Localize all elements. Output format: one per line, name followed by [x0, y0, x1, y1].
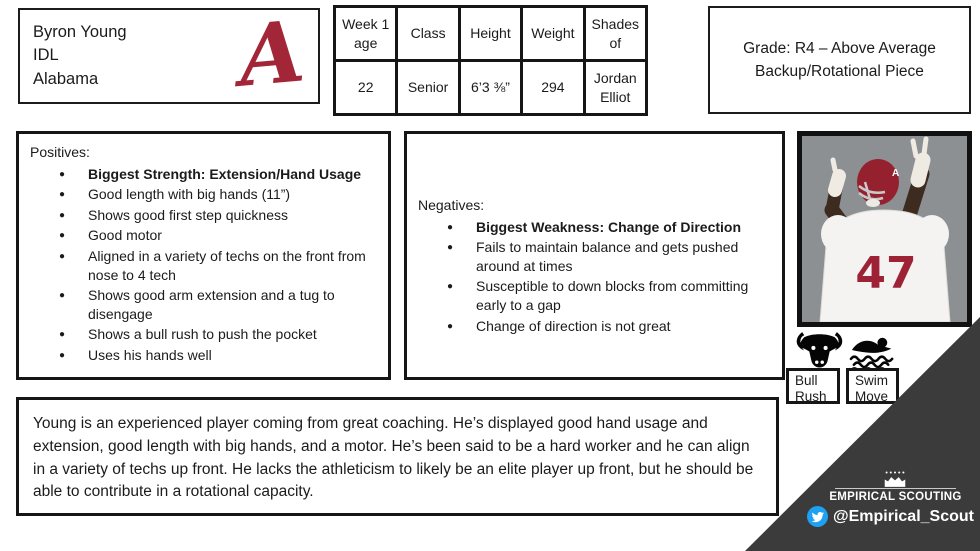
player-photo: [797, 131, 972, 327]
player-info-box: [18, 1, 320, 107]
swimmer-icon: [849, 334, 900, 372]
player-name: Byron Young: [33, 23, 127, 42]
list-item: ● Good motor: [30, 226, 382, 247]
twitter-row: [807, 506, 974, 527]
player-info-text: [33, 21, 127, 90]
summary-text: Young is an experienced player coming from great coaching. He’s displayed good hand usage and extension, good length with big hands, and a motor. He’s been said to be a hard worker and he can align in a variety of techs up front. He lacks the athleticism to likely be an elite player up front, but he should be able to contribute in a rotational capacity.: [33, 415, 754, 501]
list-item: ● Biggest Strength: Extension/Hand Usage: [30, 165, 382, 186]
stat-value-age: 22: [335, 61, 397, 115]
list-item: ● Aligned in a variety of techs on the front from nose to 4 tech: [30, 247, 382, 286]
negatives-box: [404, 131, 785, 380]
list-item: ● Susceptible to down blocks from committing early to a gap: [418, 277, 776, 316]
positives-box: [16, 131, 391, 380]
stats-header-row: [335, 7, 647, 61]
stats-table: [333, 5, 648, 116]
bull-icon: [791, 331, 848, 372]
twitter-handle: @Empirical_Scout: [833, 507, 974, 525]
player-school: Alabama: [33, 69, 99, 88]
list-item: ● Change of direction is not great: [418, 317, 776, 338]
list-item: ● Biggest Weakness: Change of Direction: [418, 218, 776, 239]
stat-value-height: 6’3 ⅜”: [459, 61, 521, 115]
stat-value-class: Senior: [397, 61, 459, 115]
twitter-icon: [807, 506, 828, 527]
helmet-letter: A: [892, 168, 900, 179]
summary-box: [16, 397, 779, 516]
crown-icon: [881, 471, 909, 487]
jersey-number: 47: [855, 248, 917, 299]
stat-header-age: Week 1 age: [335, 7, 397, 61]
positives-list: [30, 165, 382, 367]
list-item: ● Shows good first step quickness: [30, 206, 382, 227]
list-item: ● Uses his hands well: [30, 346, 382, 367]
positives-title: Positives:: [30, 144, 90, 160]
brand-name: EMPIRICAL SCOUTING: [829, 491, 962, 503]
grade-text: Grade: R4 – Above Average Backup/Rotational Piece: [743, 39, 936, 80]
stat-header-height: Height: [459, 7, 521, 61]
stats-value-row: [335, 61, 647, 115]
swim-move-label: Swim Move: [846, 368, 899, 404]
list-item: ● Fails to maintain balance and gets pushed around at times: [418, 238, 776, 277]
list-item: ● Shows a bull rush to push the pocket: [30, 325, 382, 346]
stat-value-shades-of: Jordan Elliot: [584, 61, 646, 115]
stat-header-class: Class: [397, 7, 459, 61]
list-item: ● Shows good arm extension and a tug to disengage: [30, 286, 382, 325]
negatives-list: [418, 218, 776, 338]
bull-rush-label: Bull Rush: [786, 368, 840, 404]
alabama-a-logo: A: [234, 1, 309, 107]
stat-value-weight: 294: [522, 61, 584, 115]
player-position: IDL: [33, 46, 59, 65]
grade-box: [708, 6, 971, 114]
player-photo-illustration: [802, 136, 967, 322]
brand-divider: [835, 488, 956, 489]
stat-header-weight: Weight: [522, 7, 584, 61]
list-item: ● Good length with big hands (11”): [30, 185, 382, 206]
stat-header-shades-of: Shades of: [584, 7, 646, 61]
negatives-title: Negatives:: [418, 197, 485, 213]
